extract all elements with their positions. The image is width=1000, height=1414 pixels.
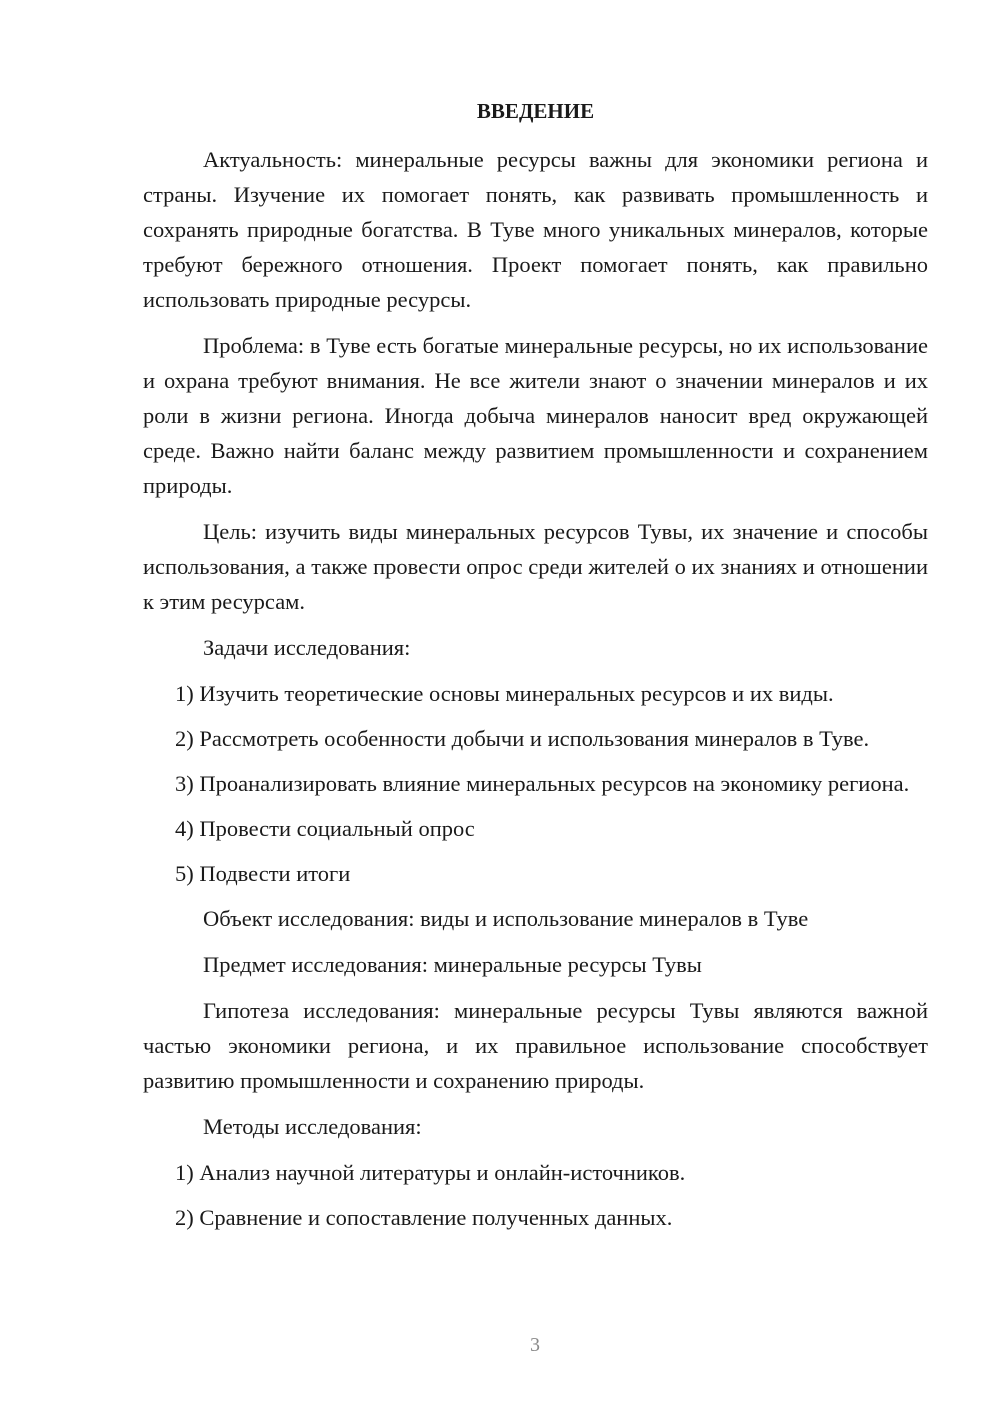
research-subject: Предмет исследования: минеральные ресурсы Тувы (203, 952, 702, 977)
task-item-5: 5) Подвести итоги (175, 861, 351, 886)
task-item-3: 3) Проанализировать влияние минеральных ресурсов на экономику региона. (175, 771, 910, 796)
relevance-paragraph: Актуальность: минеральные ресурсы важны для экономики региона и страны. Изучение их помогает понять, как развивать промышленность и сохранять природные богатства. В Туве много уникальных минералов, которые требуют бережного отношения. Проект помогает понять, как правильно использовать природные ресурсы. (143, 147, 928, 312)
task-item-1: 1) Изучить теоретические основы минеральных ресурсов и их виды. (175, 681, 834, 706)
document-page (143, 96, 928, 1245)
methods-label: Методы исследования: (203, 1114, 422, 1139)
page-number: 3 (530, 1334, 540, 1356)
method-item-1: 1) Анализ научной литературы и онлайн-источников. (175, 1160, 686, 1185)
research-object: Объект исследования: виды и использование минералов в Туве (203, 906, 809, 931)
task-item-2: 2) Рассмотреть особенности добычи и использования минералов в Туве. (175, 726, 870, 751)
problem-paragraph: Проблема: в Туве есть богатые минеральные ресурсы, но их использование и охрана требуют внимания. Не все жители знают о значении минералов и их роли в жизни региона. Иногда добыча минералов наносит вред окружающей среде. Важно найти баланс между развитием промышленности и сохранением природы. (143, 333, 928, 498)
page-title: ВВЕДЕНИЕ (476, 99, 595, 123)
method-item-2: 2) Сравнение и сопоставление полученных данных. (175, 1205, 673, 1230)
tasks-label: Задачи исследования: (203, 635, 411, 660)
hypothesis-paragraph: Гипотеза исследования: минеральные ресурсы Тувы являются важной частью экономики региона, и их правильное использование способствует развитию промышленности и сохранению природы. (143, 998, 928, 1093)
task-item-4: 4) Провести социальный опрос (175, 816, 475, 841)
goal-paragraph: Цель: изучить виды минеральных ресурсов Тувы, их значение и способы использования, а также провести опрос среди жителей о их знаниях и отношении к этим ресурсам. (143, 519, 928, 614)
